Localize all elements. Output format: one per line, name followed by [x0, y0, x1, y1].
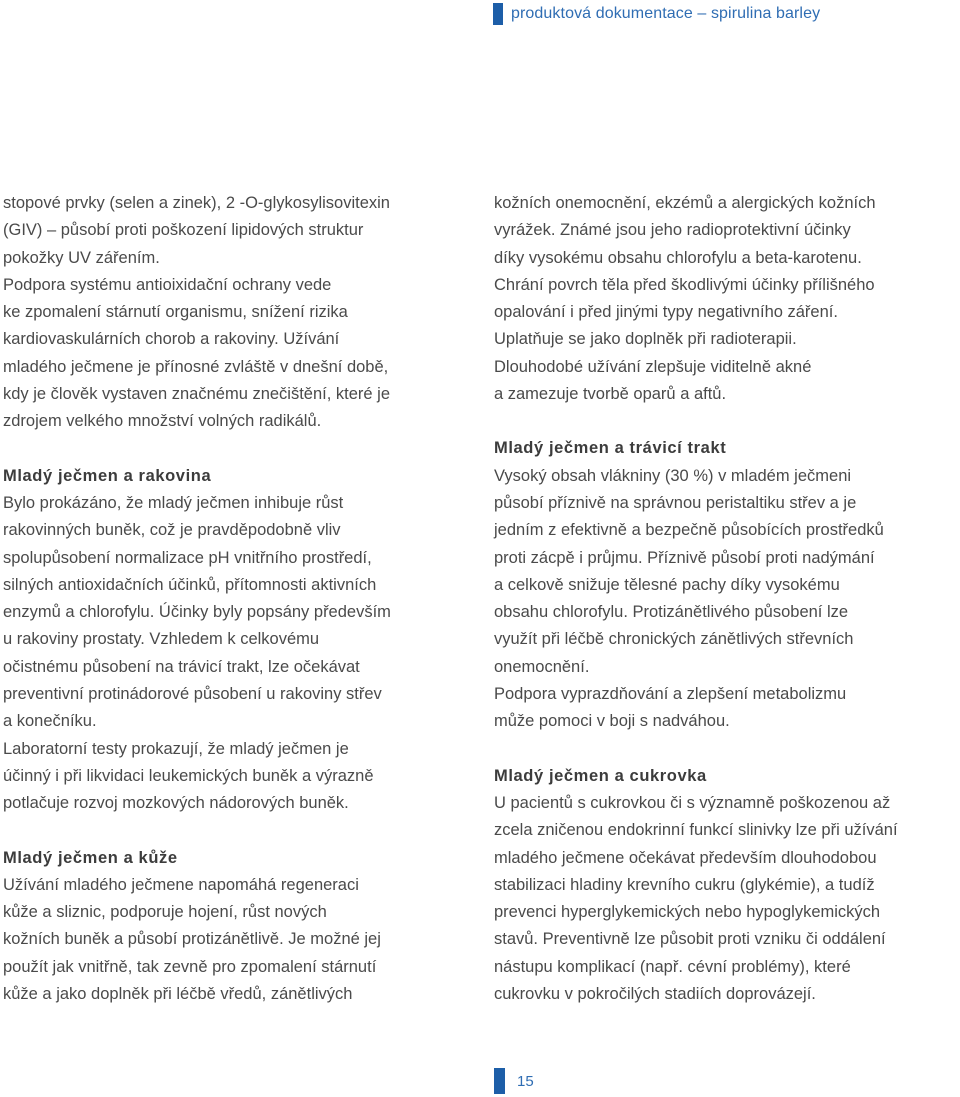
text-line: a konečníku. [3, 712, 97, 731]
text-line: stavů. Preventivně lze působit proti vzniku či oddálení [494, 930, 886, 949]
text-line: využít při léčbě chronických zánětlivých střevních [494, 630, 854, 649]
text-line: cukrovku v pokročilých stadiích doprovázejí. [494, 985, 816, 1004]
text-line: použít jak vnitřně, tak zevně pro zpomalení stárnutí [3, 957, 377, 976]
text-line: Laboratorní testy prokazují, že mladý ječmen je [3, 739, 349, 758]
text-line: enzymů a chlorofylu. Účinky byly popsány především [3, 603, 391, 622]
text-line: vyrážek. Známé jsou jeho radioprotektivní účinky [494, 221, 851, 240]
text-line: Užívání mladého ječmene napomáhá regeneraci [3, 875, 359, 894]
text-line: kůže a jako doplněk při léčbě vředů, zánětlivých [3, 985, 353, 1004]
text-line: kardiovaskulárních chorob a rakoviny. Užívání [3, 330, 340, 349]
text-line: (GIV) – působí proti poškození lipidových struktur [3, 221, 364, 240]
text-line: a zamezuje tvorbě oparů a aftů. [494, 385, 727, 404]
text-line: kůže a sliznic, podporuje hojení, růst nových [3, 903, 327, 922]
text-line: onemocnění. [494, 657, 590, 676]
text-line: a celkově snižuje tělesné pachy díky vysokému [494, 575, 840, 594]
section-digestive [494, 435, 956, 735]
text-line: Podpora vyprazdňování a zlepšení metabolizmu [494, 685, 847, 704]
text-line: opalování i před jinými typy negativního záření. [494, 303, 838, 322]
text-line: jedním z efektivně a bezpečně působících prostředků [494, 521, 884, 540]
text-line: zcela zničenou endokrinní funkcí slinivky lze při užívání [494, 821, 898, 840]
page-number: 15 [517, 1072, 534, 1090]
text-line: U pacientů s cukrovkou či s významně poškozenou až [494, 793, 891, 812]
text-line: potlačuje rozvoj mozkových nádorových buněk. [3, 794, 349, 813]
text-line: Vysoký obsah vlákniny (30 %) v mladém ječmeni [494, 466, 852, 485]
footer-accent-bar [494, 1068, 505, 1094]
section-heading: Mladý ječmen a rakovina [3, 466, 212, 485]
text-line: očistnému působení na trávicí trakt, lze očekávat [3, 657, 360, 676]
right-intro [494, 190, 956, 408]
text-line: díky vysokému obsahu chlorofylu a beta-karotenu. [494, 248, 862, 267]
text-line: Bylo prokázáno, že mladý ječmen inhibuje růst [3, 493, 344, 512]
text-line: rakovinných buněk, což je pravděpodobně vliv [3, 521, 341, 540]
text-line: Dlouhodobé užívání zlepšuje viditelně akné [494, 357, 812, 376]
text-line: ke zpomalení stárnutí organismu, snížení rizika [3, 303, 348, 322]
text-line: preventivní protinádorové působení u rakoviny střev [3, 685, 382, 704]
header-title: produktová dokumentace – spirulina barley [511, 5, 821, 22]
text-line: nástupu komplikací (např. cévní problémy), které [494, 957, 851, 976]
text-line: u rakoviny prostaty. Vzhledem k celkovému [3, 630, 320, 649]
page-footer [494, 1068, 534, 1094]
section-cancer [3, 463, 473, 818]
left-column [3, 190, 473, 1008]
text-line: stopové prvky (selen a zinek), 2 -O-glykosylisovitexin [3, 194, 390, 212]
text-line: kdy je člověk vystaven značnému znečištění, které je [3, 385, 391, 404]
text-line: Podpora systému antioixidační ochrany vede [3, 275, 332, 294]
text-line: Uplatňuje se jako doplněk při radioterapii. [494, 330, 797, 349]
section-heading: Mladý ječmen a trávicí trakt [494, 439, 727, 458]
right-column [494, 190, 956, 1008]
section-heading: Mladý ječmen a kůže [3, 848, 178, 867]
text-line: zdrojem velkého množství volných radikálů. [3, 412, 322, 431]
text-line: spolupůsobení normalizace pH vnitřního prostředí, [3, 548, 372, 567]
text-line: účinný i při likvidaci leukemických buněk a výrazně [3, 766, 374, 785]
text-line: mladého ječmene je přínosné zvláště v dnešní době, [3, 357, 389, 376]
text-line: kožních onemocnění, ekzémů a alergických kožních [494, 194, 876, 212]
text-line: kožních buněk a působí protizánětlivě. Je možné jej [3, 930, 381, 949]
left-intro [3, 190, 473, 436]
text-line: obsahu chlorofylu. Protizánětlivého působení lze [494, 603, 849, 622]
text-line: mladého ječmene očekávat především dlouhodobou [494, 848, 877, 867]
header-accent-bar [493, 3, 503, 25]
text-line: proti zácpě i průjmu. Příznivě působí proti nadýmání [494, 548, 875, 567]
text-line: prevenci hyperglykemických nebo hypoglykemických [494, 903, 881, 922]
text-line: Chrání povrch těla před škodlivými účinky přílišného [494, 275, 875, 294]
text-line: působí příznivě na správnou peristaltiku střev a je [494, 493, 857, 512]
text-line: stabilizaci hladiny krevního cukru (glykémie), a tudíž [494, 875, 875, 894]
section-diabetes [494, 763, 956, 1009]
text-line: pokožky UV zářením. [3, 248, 160, 267]
text-line: silných antioxidačních účinků, přítomnosti aktivních [3, 575, 377, 594]
section-skin [3, 845, 473, 1009]
section-heading: Mladý ječmen a cukrovka [494, 766, 707, 785]
page-header [493, 4, 820, 24]
text-line: může pomoci v boji s nadváhou. [494, 712, 730, 731]
